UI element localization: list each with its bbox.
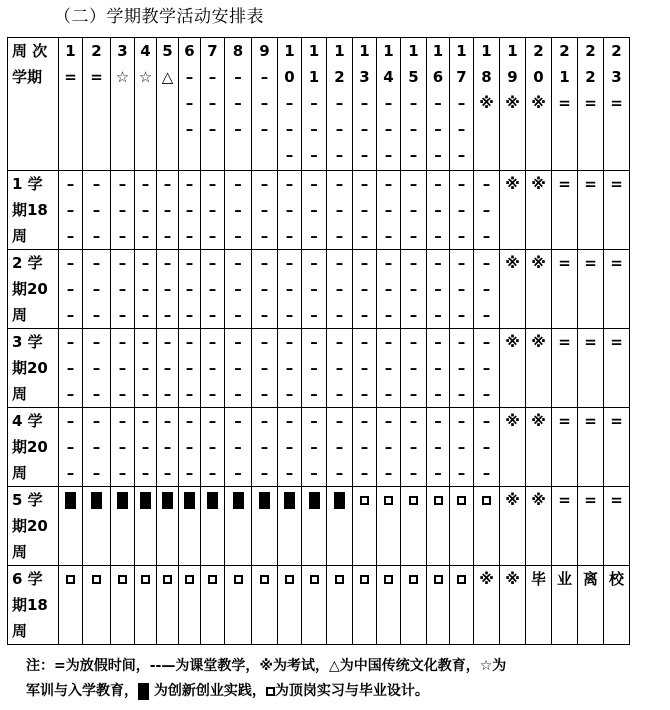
cell-symbol: = — [584, 175, 597, 193]
term-row — [8, 329, 630, 408]
schedule-cell: – – – — [252, 408, 278, 487]
schedule-cell — [526, 329, 552, 408]
schedule-cell: – – – — [302, 329, 327, 408]
schedule-cell: – – – — [135, 408, 157, 487]
schedule-cell: – – – — [327, 329, 353, 408]
schedule-cell — [157, 487, 179, 566]
schedule-cell: – – – — [302, 408, 327, 487]
schedule-cell — [526, 250, 552, 329]
week-header: 1 8 ※ — [474, 38, 500, 171]
schedule-cell — [578, 329, 604, 408]
cell-symbol: = — [610, 175, 623, 193]
term-label: 3 学 期20 周 — [8, 329, 59, 408]
schedule-cell: – – – — [179, 250, 201, 329]
schedule-cell: – – – — [327, 250, 353, 329]
schedule-cell: – – – — [474, 171, 500, 250]
schedule-cell — [377, 566, 401, 645]
schedule-cell — [552, 487, 578, 566]
schedule-table — [7, 37, 630, 645]
schedule-cell: – – – — [157, 171, 179, 250]
legend — [26, 654, 506, 704]
internship-box-icon — [266, 687, 275, 696]
schedule-cell: – – – — [135, 329, 157, 408]
internship-box-icon — [482, 496, 491, 505]
cell-symbol: ※ — [505, 570, 520, 588]
innovation-block-icon — [162, 492, 173, 509]
schedule-cell — [578, 171, 604, 250]
schedule-cell — [83, 566, 111, 645]
cell-symbol: ※ — [531, 491, 546, 509]
schedule-cell — [252, 566, 278, 645]
schedule-cell — [278, 566, 302, 645]
schedule-cell: – – – — [450, 171, 474, 250]
week-header: 1 2 – – – — [327, 38, 353, 171]
schedule-cell: – – – — [377, 329, 401, 408]
internship-box-icon — [260, 575, 269, 584]
schedule-cell — [59, 566, 83, 645]
cell-symbol: ※ — [505, 94, 520, 112]
schedule-cell: – – – — [278, 408, 302, 487]
innovation-block-icon — [284, 492, 295, 509]
internship-box-icon — [434, 575, 443, 584]
internship-box-icon — [409, 575, 418, 584]
schedule-cell — [450, 487, 474, 566]
term-row — [8, 566, 630, 645]
internship-box-icon — [360, 575, 369, 584]
schedule-cell: – – – — [353, 250, 377, 329]
schedule-cell: – – – — [157, 250, 179, 329]
schedule-cell: – – – — [201, 408, 225, 487]
legend-military-text: 军训与入学教育， — [26, 683, 138, 699]
schedule-cell: – – – — [377, 250, 401, 329]
schedule-cell — [552, 566, 578, 645]
internship-box-icon — [285, 575, 294, 584]
week-header: 7 – – – — [201, 38, 225, 171]
schedule-cell: – – – — [225, 408, 252, 487]
schedule-cell: – – – — [427, 329, 450, 408]
internship-box-icon — [141, 575, 150, 584]
schedule-cell — [578, 408, 604, 487]
cell-symbol: ☆ — [115, 68, 130, 86]
internship-box-icon — [457, 575, 466, 584]
schedule-cell: – – – — [302, 250, 327, 329]
cell-symbol: 毕 — [530, 570, 546, 588]
internship-box-icon — [457, 496, 466, 505]
week-header: 9 – – – — [252, 38, 278, 171]
schedule-cell — [135, 566, 157, 645]
schedule-cell: – – – — [401, 408, 427, 487]
schedule-cell: – – – — [59, 408, 83, 487]
schedule-cell: – – – — [401, 171, 427, 250]
cell-symbol: 业 — [556, 570, 572, 588]
term-label: 5 学 期20 周 — [8, 487, 59, 566]
schedule-cell — [59, 487, 83, 566]
schedule-cell: – – – — [353, 408, 377, 487]
schedule-cell — [552, 329, 578, 408]
schedule-cell: – – – — [353, 329, 377, 408]
cell-symbol: 校 — [608, 570, 624, 588]
cell-symbol: = — [558, 175, 571, 193]
schedule-cell — [225, 566, 252, 645]
schedule-cell — [500, 408, 526, 487]
internship-box-icon — [360, 496, 369, 505]
cell-symbol: ※ — [531, 333, 546, 351]
week-header: 1 4 – – – — [377, 38, 401, 171]
cell-symbol: = — [610, 491, 623, 509]
schedule-cell: – – – — [302, 171, 327, 250]
schedule-cell — [450, 566, 474, 645]
schedule-cell — [578, 487, 604, 566]
cell-symbol: ※ — [531, 254, 546, 272]
internship-box-icon — [66, 575, 75, 584]
innovation-block-icon — [259, 492, 270, 509]
cell-symbol: = — [90, 68, 103, 86]
term-row — [8, 250, 630, 329]
schedule-cell — [157, 566, 179, 645]
innovation-block-icon — [184, 492, 195, 509]
schedule-cell — [526, 408, 552, 487]
schedule-cell — [353, 487, 377, 566]
schedule-cell — [604, 329, 630, 408]
cell-symbol: = — [584, 333, 597, 351]
cell-symbol: ☆ — [138, 68, 153, 86]
cell-symbol: = — [558, 333, 571, 351]
schedule-cell: – – – — [353, 171, 377, 250]
schedule-cell: – – – — [59, 171, 83, 250]
schedule-cell: – – – — [201, 250, 225, 329]
schedule-cell: – – – — [83, 329, 111, 408]
term-label: 2 学 期20 周 — [8, 250, 59, 329]
cell-symbol: ※ — [531, 94, 546, 112]
schedule-cell: – – – — [135, 250, 157, 329]
schedule-cell: – – – — [278, 250, 302, 329]
schedule-cell: – – – — [83, 171, 111, 250]
schedule-cell: – – – — [252, 171, 278, 250]
header-label: 周 次 学期 — [8, 38, 59, 171]
schedule-cell: – – – — [111, 171, 135, 250]
legend-line-2 — [26, 679, 506, 704]
schedule-cell: – – – — [225, 250, 252, 329]
week-header: 1 7 – – – — [450, 38, 474, 171]
week-header: 2 = — [83, 38, 111, 171]
schedule-cell: – – – — [401, 329, 427, 408]
cell-symbol: = — [610, 94, 623, 112]
schedule-cell: – – – — [450, 250, 474, 329]
cell-symbol: = — [64, 68, 77, 86]
schedule-cell: – – – — [179, 329, 201, 408]
week-header: 1 5 – – – — [401, 38, 427, 171]
schedule-cell: – – – — [278, 171, 302, 250]
schedule-cell: – – – — [59, 329, 83, 408]
schedule-cell: – – – — [179, 171, 201, 250]
legend-line-1: 注：=为放假时间，--—为课堂教学，※为考试，△为中国传统文化教育，☆为 — [26, 658, 507, 674]
week-header: 2 2 = — [578, 38, 604, 171]
week-header: 3 ☆ — [111, 38, 135, 171]
week-header: 5 △ — [157, 38, 179, 171]
cell-symbol: = — [610, 333, 623, 351]
schedule-cell — [302, 566, 327, 645]
schedule-cell — [604, 171, 630, 250]
week-header: 1 6 – – – — [427, 38, 450, 171]
week-header: 1 = — [59, 38, 83, 171]
schedule-cell: – – – — [450, 408, 474, 487]
cell-symbol: ※ — [479, 570, 494, 588]
cell-symbol: = — [584, 94, 597, 112]
schedule-cell: – – – — [474, 408, 500, 487]
schedule-cell — [327, 487, 353, 566]
page-title: （二）学期教学活动安排表 — [54, 7, 264, 27]
cell-symbol: = — [584, 491, 597, 509]
cell-symbol: = — [584, 254, 597, 272]
schedule-cell — [500, 329, 526, 408]
cell-symbol: ※ — [505, 412, 520, 430]
internship-box-icon — [409, 496, 418, 505]
schedule-cell — [604, 408, 630, 487]
schedule-cell: – – – — [377, 408, 401, 487]
internship-box-icon — [335, 575, 344, 584]
schedule-cell: – – – — [327, 408, 353, 487]
schedule-cell: – – – — [59, 250, 83, 329]
schedule-cell — [474, 566, 500, 645]
schedule-cell — [302, 487, 327, 566]
cell-symbol: = — [558, 412, 571, 430]
week-header: 1 1 – – – — [302, 38, 327, 171]
schedule-cell: – – – — [225, 329, 252, 408]
schedule-cell: – – – — [327, 171, 353, 250]
week-header: 2 1 = — [552, 38, 578, 171]
schedule-cell — [327, 566, 353, 645]
internship-box-icon — [163, 575, 172, 584]
internship-box-icon — [384, 575, 393, 584]
internship-box-icon — [118, 575, 127, 584]
cell-symbol: = — [558, 491, 571, 509]
schedule-cell — [552, 171, 578, 250]
header-row — [8, 38, 630, 171]
schedule-cell — [526, 487, 552, 566]
schedule-cell — [201, 566, 225, 645]
schedule-cell: – – – — [201, 171, 225, 250]
innovation-block-icon — [140, 492, 151, 509]
innovation-block-icon — [207, 492, 218, 509]
schedule-cell — [552, 250, 578, 329]
schedule-cell — [427, 566, 450, 645]
schedule-cell: – – – — [427, 171, 450, 250]
schedule-cell — [111, 566, 135, 645]
week-header: 6 – – – — [179, 38, 201, 171]
schedule-cell — [179, 487, 201, 566]
internship-box-icon — [92, 575, 101, 584]
schedule-cell — [578, 566, 604, 645]
schedule-cell: – – – — [278, 329, 302, 408]
schedule-cell: – – – — [157, 329, 179, 408]
schedule-cell: – – – — [252, 329, 278, 408]
innovation-block-icon — [117, 492, 128, 509]
schedule-cell — [604, 566, 630, 645]
schedule-cell: – – – — [427, 250, 450, 329]
schedule-cell — [604, 250, 630, 329]
cell-symbol: = — [558, 94, 571, 112]
internship-box-icon — [310, 575, 319, 584]
schedule-cell: – – – — [83, 408, 111, 487]
schedule-cell — [578, 250, 604, 329]
schedule-cell: – – – — [201, 329, 225, 408]
schedule-cell: – – – — [225, 171, 252, 250]
schedule-cell: – – – — [111, 408, 135, 487]
schedule-cell — [474, 487, 500, 566]
schedule-cell — [83, 487, 111, 566]
schedule-cell: – – – — [135, 171, 157, 250]
cell-symbol: ※ — [505, 491, 520, 509]
schedule-cell — [526, 171, 552, 250]
term-label: 4 学 期20 周 — [8, 408, 59, 487]
internship-box-icon — [234, 575, 243, 584]
term-label: 6 学 期18 周 — [8, 566, 59, 645]
internship-box-icon — [384, 496, 393, 505]
schedule-cell: – – – — [179, 408, 201, 487]
cell-symbol: ※ — [505, 175, 520, 193]
schedule-cell: – – – — [157, 408, 179, 487]
cell-symbol: = — [558, 254, 571, 272]
week-header: 1 9 ※ — [500, 38, 526, 171]
schedule-cell — [353, 566, 377, 645]
schedule-cell — [500, 487, 526, 566]
schedule-cell — [401, 487, 427, 566]
schedule-cell: – – – — [111, 250, 135, 329]
week-header: 1 3 – – – — [353, 38, 377, 171]
week-header: 1 0 – – – — [278, 38, 302, 171]
schedule-cell — [427, 487, 450, 566]
cell-symbol: △ — [161, 68, 174, 86]
term-label: 1 学 期18 周 — [8, 171, 59, 250]
internship-box-icon — [185, 575, 194, 584]
legend-innovation-text: 为创新创业实践， — [149, 683, 266, 699]
schedule-cell: – – – — [474, 329, 500, 408]
cell-symbol: ※ — [505, 333, 520, 351]
cell-symbol: ※ — [531, 175, 546, 193]
week-header: 2 0 ※ — [526, 38, 552, 171]
term-row — [8, 408, 630, 487]
cell-symbol: ※ — [505, 254, 520, 272]
internship-box-icon — [208, 575, 217, 584]
cell-symbol: = — [584, 412, 597, 430]
cell-symbol: ※ — [531, 412, 546, 430]
innovation-block-icon — [233, 492, 244, 509]
cell-symbol: = — [610, 254, 623, 272]
schedule-cell — [526, 566, 552, 645]
term-row — [8, 487, 630, 566]
week-header: 4 ☆ — [135, 38, 157, 171]
innovation-block-icon — [334, 492, 345, 509]
schedule-cell — [552, 408, 578, 487]
schedule-cell: – – – — [252, 250, 278, 329]
innovation-block-icon — [309, 492, 320, 509]
term-row — [8, 171, 630, 250]
cell-symbol: = — [610, 412, 623, 430]
schedule-cell — [201, 487, 225, 566]
innovation-block-icon — [91, 492, 102, 509]
schedule-cell — [500, 171, 526, 250]
schedule-cell — [135, 487, 157, 566]
schedule-cell — [225, 487, 252, 566]
cell-symbol: 离 — [582, 570, 598, 588]
schedule-cell: – – – — [377, 171, 401, 250]
innovation-block-icon — [138, 683, 149, 700]
schedule-cell: – – – — [450, 329, 474, 408]
schedule-cell — [252, 487, 278, 566]
schedule-cell: – – – — [111, 329, 135, 408]
schedule-cell: – – – — [401, 250, 427, 329]
schedule-cell — [401, 566, 427, 645]
internship-box-icon — [434, 496, 443, 505]
schedule-cell — [500, 566, 526, 645]
week-header: 2 3 = — [604, 38, 630, 171]
schedule-cell: – – – — [474, 250, 500, 329]
schedule-cell — [179, 566, 201, 645]
schedule-cell — [500, 250, 526, 329]
schedule-cell — [111, 487, 135, 566]
schedule-cell — [278, 487, 302, 566]
legend-internship-text: 为顶岗实习与毕业设计。 — [274, 683, 429, 699]
week-header: 8 – – – — [225, 38, 252, 171]
innovation-block-icon — [65, 492, 76, 509]
cell-symbol: ※ — [479, 94, 494, 112]
schedule-cell — [377, 487, 401, 566]
schedule-cell: – – – — [427, 408, 450, 487]
schedule-cell — [604, 487, 630, 566]
schedule-cell: – – – — [83, 250, 111, 329]
